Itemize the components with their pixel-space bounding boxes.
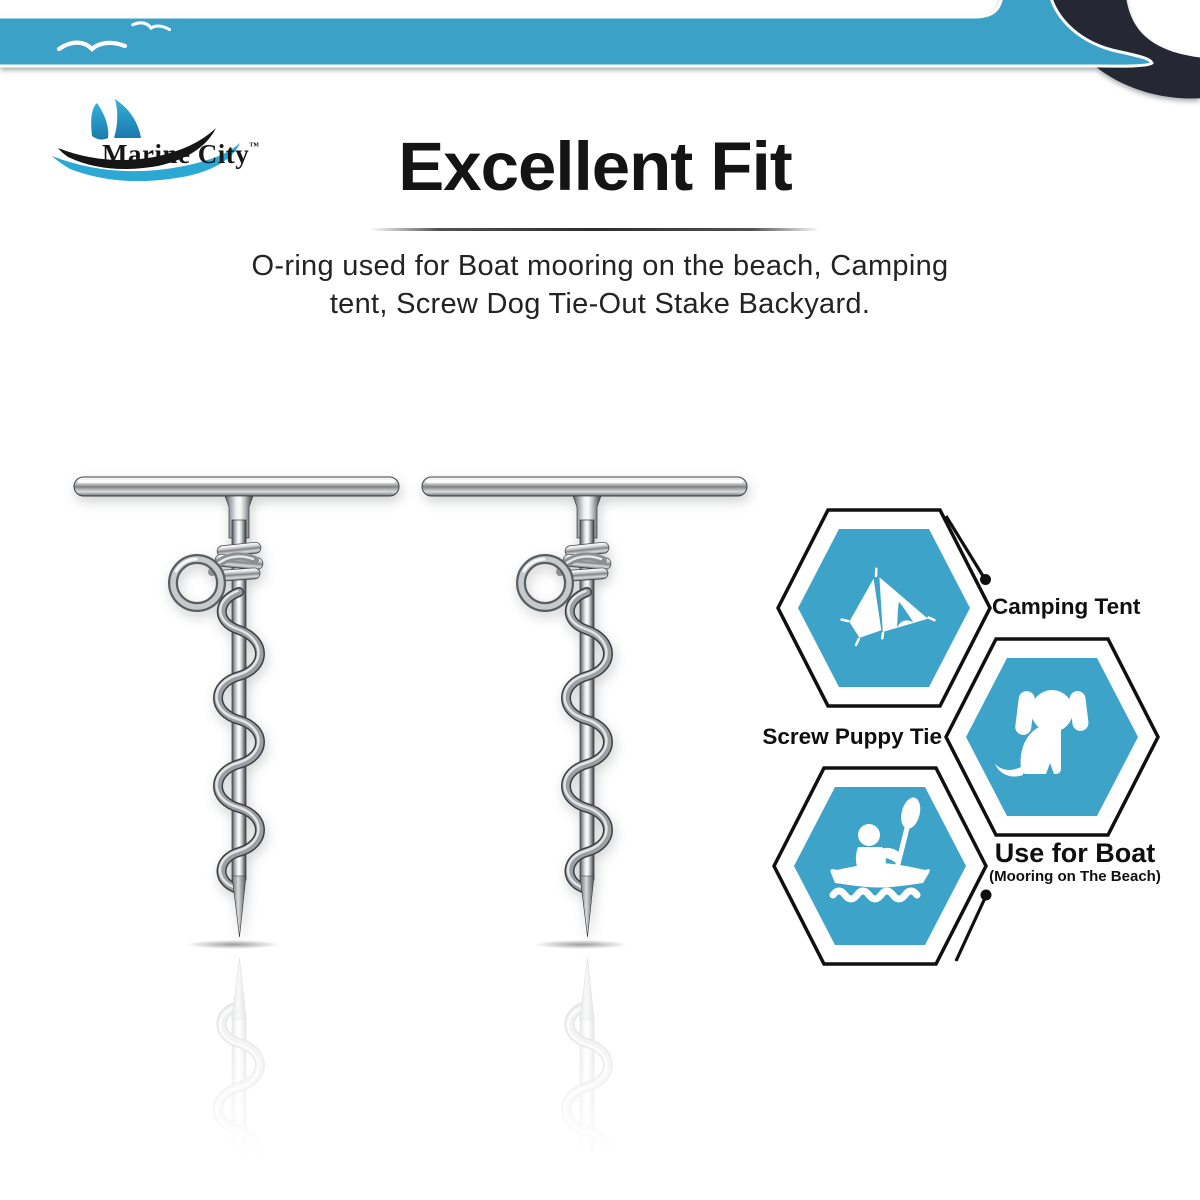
label-use-for-boat: Use for Boat	[994, 838, 1156, 868]
product-photo-stake-left	[60, 460, 410, 960]
brand-name: Marine City™	[102, 139, 260, 169]
connector-dot-boat	[981, 890, 992, 901]
hexagon-screw-puppy	[946, 639, 1158, 835]
label-camping-tent: Camping Tent	[992, 594, 1141, 619]
page-title: Excellent Fit	[398, 128, 792, 205]
subtitle-line-2: tent, Screw Dog Tie-Out Stake Backyard.	[329, 288, 871, 320]
label-screw-puppy-tie: Screw Puppy Tie	[762, 724, 942, 749]
label-mooring-sub: (Mooring on The Beach)	[989, 868, 1161, 885]
trademark-symbol: ™	[249, 141, 260, 152]
stake-right-reflection	[408, 935, 758, 1200]
title-divider	[370, 228, 820, 231]
banner-bar	[0, 0, 1152, 66]
product-photo-stake-right	[408, 460, 758, 960]
stake-left-reflection	[60, 935, 410, 1200]
hexagon-use-for-boat	[774, 768, 986, 964]
subtitle-line-1: O-ring used for Boat mooring on the beach, Camping	[251, 250, 949, 282]
connector-dot-camping	[980, 574, 991, 585]
hexagon-camping-tent	[778, 510, 990, 706]
